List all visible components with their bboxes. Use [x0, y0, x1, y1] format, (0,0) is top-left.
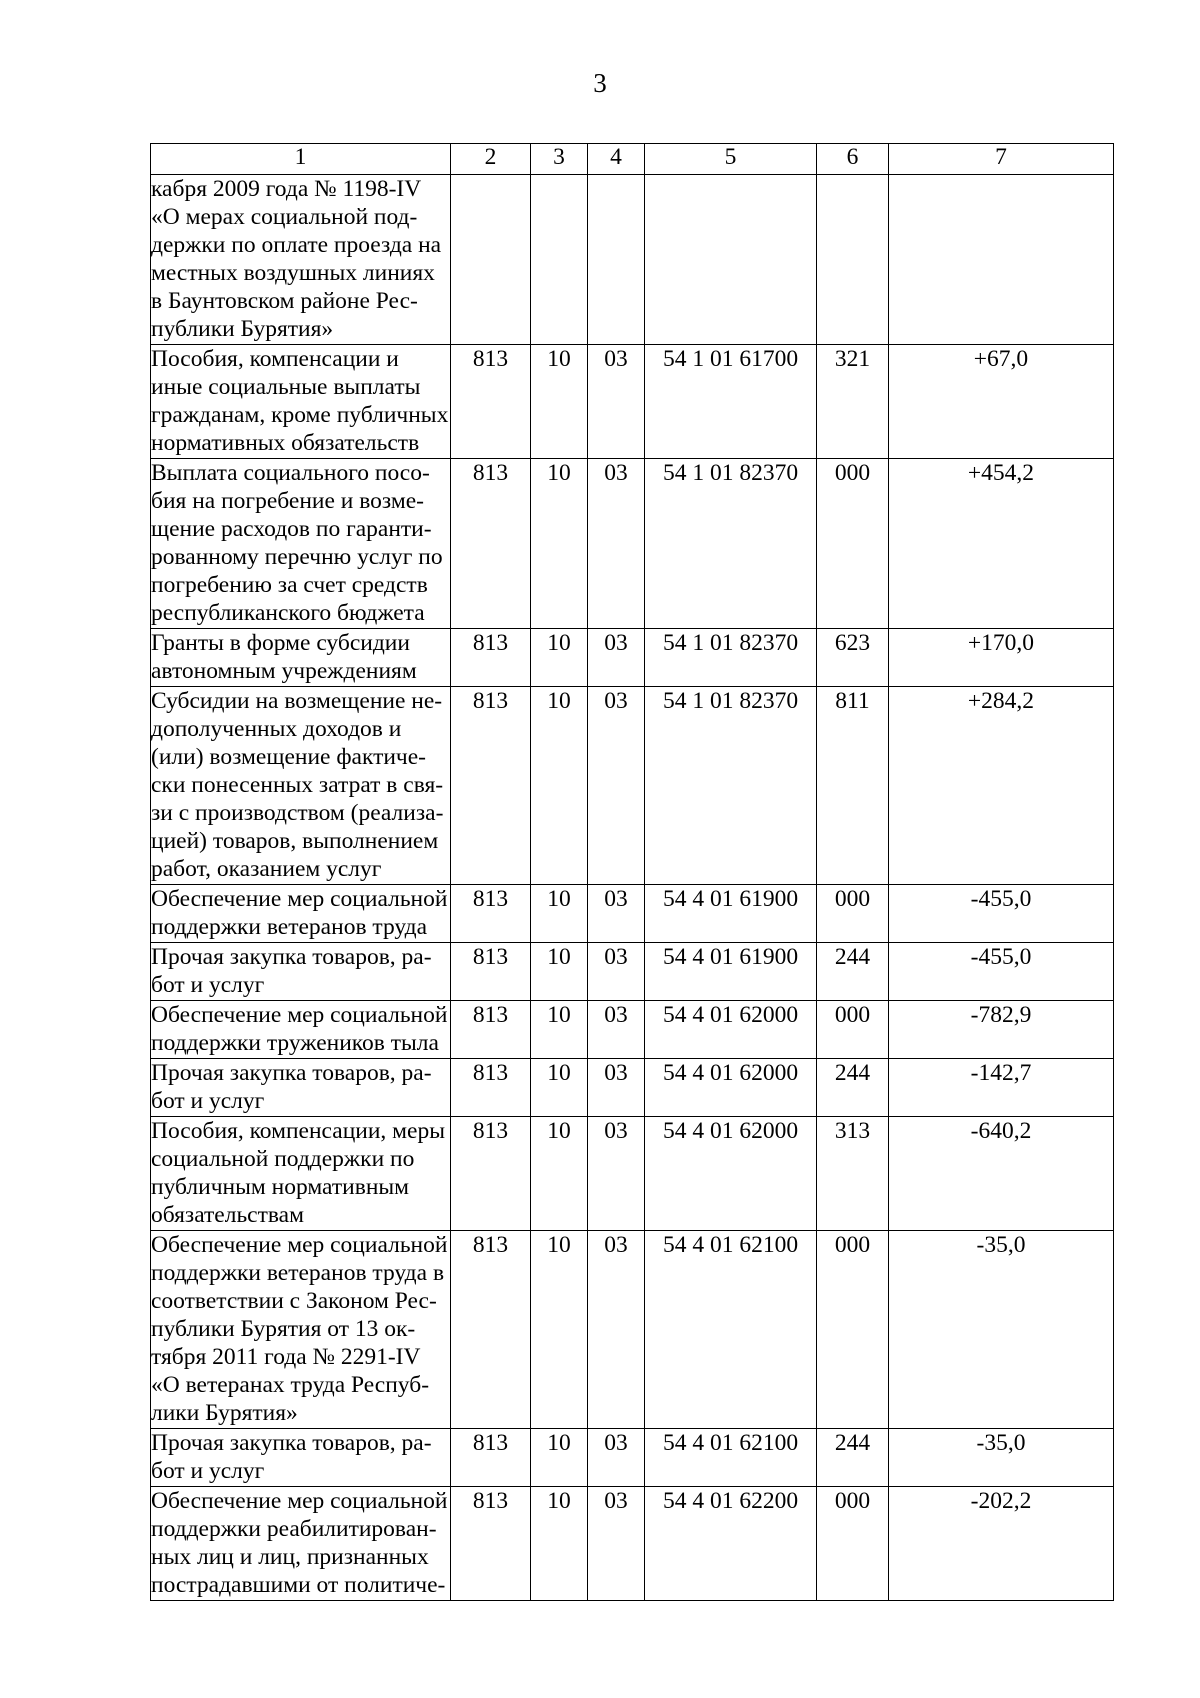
- description-line: Обеспечение мер социальной: [151, 1002, 448, 1028]
- description-line: публики Бурятия от 13 ок-: [151, 1316, 416, 1342]
- target-article-cell: 54 4 01 61900: [645, 885, 817, 943]
- header-col-1: 1: [151, 144, 451, 175]
- section-code-cell: [531, 175, 588, 345]
- expense-type-cell: 313: [817, 1117, 889, 1231]
- subsection-code-cell: 03: [588, 687, 645, 885]
- expense-type-cell: 244: [817, 1429, 889, 1487]
- ministry-code-cell: 813: [451, 1059, 531, 1117]
- description-line: поддержки тружеников тыла: [151, 1030, 439, 1056]
- section-code-cell: 10: [531, 1059, 588, 1117]
- expense-type-cell: 811: [817, 687, 889, 885]
- description-line: (или) возмещение фактиче-: [151, 744, 427, 770]
- row-description: [151, 1487, 451, 1601]
- header-col-5: 5: [645, 144, 817, 175]
- description-line: лики Бурятия»: [151, 1400, 298, 1426]
- description-line: рованному перечню услуг по: [151, 544, 443, 570]
- description-line: щение расходов по гаранти-: [151, 516, 432, 542]
- description-line: иные социальные выплаты: [151, 374, 421, 400]
- section-code-cell: 10: [531, 1001, 588, 1059]
- expense-type-cell: 000: [817, 459, 889, 629]
- amount-cell: +67,0: [889, 345, 1114, 459]
- target-article-cell: 54 1 01 82370: [645, 687, 817, 885]
- subsection-code-cell: [588, 175, 645, 345]
- subsection-code-cell: 03: [588, 1001, 645, 1059]
- ministry-code-cell: 813: [451, 687, 531, 885]
- description-line: Пособия, компенсации и: [151, 346, 399, 372]
- target-article-cell: 54 1 01 61700: [645, 345, 817, 459]
- description-line: держки по оплате проезда на: [151, 232, 442, 258]
- amount-cell: +454,2: [889, 459, 1114, 629]
- table-row: [151, 1231, 1114, 1429]
- description-line: пострадавшими от политиче-: [151, 1572, 446, 1598]
- row-description: [151, 1429, 451, 1487]
- expense-type-cell: 000: [817, 1001, 889, 1059]
- target-article-cell: 54 1 01 82370: [645, 629, 817, 687]
- amount-cell: [889, 175, 1114, 345]
- table-row: [151, 1429, 1114, 1487]
- ministry-code-cell: 813: [451, 459, 531, 629]
- description-line: «О мерах социальной под-: [151, 204, 418, 230]
- description-line: Субсидии на возмещение не-: [151, 688, 443, 714]
- amount-cell: -455,0: [889, 885, 1114, 943]
- ministry-code-cell: 813: [451, 943, 531, 1001]
- description-line: бот и услуг: [151, 1088, 265, 1114]
- amount-cell: -640,2: [889, 1117, 1114, 1231]
- subsection-code-cell: 03: [588, 1429, 645, 1487]
- amount-cell: -455,0: [889, 943, 1114, 1001]
- row-description: [151, 1231, 451, 1429]
- section-code-cell: 10: [531, 1429, 588, 1487]
- description-line: «О ветеранах труда Респуб-: [151, 1372, 430, 1398]
- row-description: [151, 345, 451, 459]
- target-article-cell: 54 1 01 82370: [645, 459, 817, 629]
- subsection-code-cell: 03: [588, 943, 645, 1001]
- description-line: Прочая закупка товаров, ра-: [151, 944, 432, 970]
- row-description: [151, 687, 451, 885]
- header-col-7: 7: [889, 144, 1114, 175]
- description-line: кабря 2009 года № 1198-IV: [151, 176, 422, 202]
- row-description: [151, 1001, 451, 1059]
- subsection-code-cell: 03: [588, 1117, 645, 1231]
- amount-cell: -35,0: [889, 1429, 1114, 1487]
- table-row: [151, 175, 1114, 345]
- section-code-cell: 10: [531, 1117, 588, 1231]
- table-row: [151, 459, 1114, 629]
- description-line: цией) товаров, выполнением: [151, 828, 439, 854]
- table-row: [151, 1487, 1114, 1601]
- row-description: [151, 885, 451, 943]
- description-line: бот и услуг: [151, 1458, 265, 1484]
- table-body: [151, 175, 1114, 1601]
- section-code-cell: 10: [531, 459, 588, 629]
- table-header: [151, 144, 1114, 175]
- target-article-cell: 54 4 01 62100: [645, 1429, 817, 1487]
- row-description: [151, 1117, 451, 1231]
- expense-type-cell: 244: [817, 1059, 889, 1117]
- description-line: публичным нормативным: [151, 1174, 410, 1200]
- row-description: [151, 1059, 451, 1117]
- description-line: работ, оказанием услуг: [151, 856, 382, 882]
- section-code-cell: 10: [531, 943, 588, 1001]
- header-col-3: 3: [531, 144, 588, 175]
- table-row: [151, 1001, 1114, 1059]
- description-line: ски понесенных затрат в свя-: [151, 772, 444, 798]
- target-article-cell: 54 4 01 61900: [645, 943, 817, 1001]
- ministry-code-cell: 813: [451, 1487, 531, 1601]
- description-line: в Баунтовском районе Рес-: [151, 288, 418, 314]
- header-col-4: 4: [588, 144, 645, 175]
- description-line: бот и услуг: [151, 972, 265, 998]
- row-description: [151, 459, 451, 629]
- ministry-code-cell: 813: [451, 1001, 531, 1059]
- expense-type-cell: 000: [817, 1231, 889, 1429]
- expense-type-cell: 623: [817, 629, 889, 687]
- description-line: поддержки реабилитирован-: [151, 1516, 437, 1542]
- description-line: поддержки ветеранов труда: [151, 914, 428, 940]
- ministry-code-cell: 813: [451, 1117, 531, 1231]
- amount-cell: -142,7: [889, 1059, 1114, 1117]
- section-code-cell: 10: [531, 687, 588, 885]
- expense-type-cell: 244: [817, 943, 889, 1001]
- description-line: бия на погребение и возме-: [151, 488, 424, 514]
- subsection-code-cell: 03: [588, 629, 645, 687]
- subsection-code-cell: 03: [588, 1231, 645, 1429]
- description-line: тября 2011 года № 2291-IV: [151, 1344, 421, 1370]
- budget-table: [150, 143, 1114, 1601]
- description-line: социальной поддержки по: [151, 1146, 415, 1172]
- description-line: республиканского бюджета: [151, 600, 425, 626]
- description-line: публики Бурятия»: [151, 316, 334, 342]
- description-line: Обеспечение мер социальной: [151, 886, 448, 912]
- description-line: погребению за счет средств: [151, 572, 428, 598]
- section-code-cell: 10: [531, 1231, 588, 1429]
- description-line: Прочая закупка товаров, ра-: [151, 1060, 432, 1086]
- description-line: поддержки ветеранов труда в: [151, 1260, 445, 1286]
- target-article-cell: 54 4 01 62000: [645, 1117, 817, 1231]
- description-line: соответствии с Законом Рес-: [151, 1288, 437, 1314]
- table-row: [151, 1117, 1114, 1231]
- description-line: ных лиц и лиц, признанных: [151, 1544, 429, 1570]
- amount-cell: +170,0: [889, 629, 1114, 687]
- row-description: [151, 943, 451, 1001]
- expense-type-cell: 000: [817, 1487, 889, 1601]
- header-col-2: 2: [451, 144, 531, 175]
- description-line: местных воздушных линиях: [151, 260, 435, 286]
- section-code-cell: 10: [531, 885, 588, 943]
- ministry-code-cell: [451, 175, 531, 345]
- subsection-code-cell: 03: [588, 885, 645, 943]
- table-row: [151, 687, 1114, 885]
- ministry-code-cell: 813: [451, 345, 531, 459]
- description-line: автономным учреждениям: [151, 658, 417, 684]
- header-row: [151, 144, 1114, 175]
- target-article-cell: 54 4 01 62000: [645, 1001, 817, 1059]
- target-article-cell: 54 4 01 62100: [645, 1231, 817, 1429]
- table-row: [151, 943, 1114, 1001]
- amount-cell: -782,9: [889, 1001, 1114, 1059]
- table-row: [151, 1059, 1114, 1117]
- description-line: Прочая закупка товаров, ра-: [151, 1430, 432, 1456]
- description-line: Обеспечение мер социальной: [151, 1488, 448, 1514]
- ministry-code-cell: 813: [451, 885, 531, 943]
- row-description: [151, 175, 451, 345]
- amount-cell: -202,2: [889, 1487, 1114, 1601]
- subsection-code-cell: 03: [588, 459, 645, 629]
- ministry-code-cell: 813: [451, 1231, 531, 1429]
- page-number: 3: [593, 68, 607, 98]
- description-line: гражданам, кроме публичных: [151, 402, 449, 428]
- target-article-cell: 54 4 01 62000: [645, 1059, 817, 1117]
- description-line: Выплата социального посо-: [151, 460, 430, 486]
- subsection-code-cell: 03: [588, 1487, 645, 1601]
- description-line: дополученных доходов и: [151, 716, 402, 742]
- description-line: Обеспечение мер социальной: [151, 1232, 448, 1258]
- table-row: [151, 345, 1114, 459]
- subsection-code-cell: 03: [588, 1059, 645, 1117]
- header-col-6: 6: [817, 144, 889, 175]
- section-code-cell: 10: [531, 629, 588, 687]
- target-article-cell: [645, 175, 817, 345]
- description-line: Пособия, компенсации, меры: [151, 1118, 446, 1144]
- row-description: [151, 629, 451, 687]
- table-row: [151, 885, 1114, 943]
- amount-cell: +284,2: [889, 687, 1114, 885]
- expense-type-cell: [817, 175, 889, 345]
- amount-cell: -35,0: [889, 1231, 1114, 1429]
- description-line: обязательствам: [151, 1202, 304, 1228]
- expense-type-cell: 321: [817, 345, 889, 459]
- description-line: нормативных обязательств: [151, 430, 420, 456]
- description-line: Гранты в форме субсидии: [151, 630, 410, 656]
- subsection-code-cell: 03: [588, 345, 645, 459]
- description-line: зи с производством (реализа-: [151, 800, 444, 826]
- target-article-cell: 54 4 01 62200: [645, 1487, 817, 1601]
- expense-type-cell: 000: [817, 885, 889, 943]
- section-code-cell: 10: [531, 345, 588, 459]
- section-code-cell: 10: [531, 1487, 588, 1601]
- table-row: [151, 629, 1114, 687]
- ministry-code-cell: 813: [451, 1429, 531, 1487]
- ministry-code-cell: 813: [451, 629, 531, 687]
